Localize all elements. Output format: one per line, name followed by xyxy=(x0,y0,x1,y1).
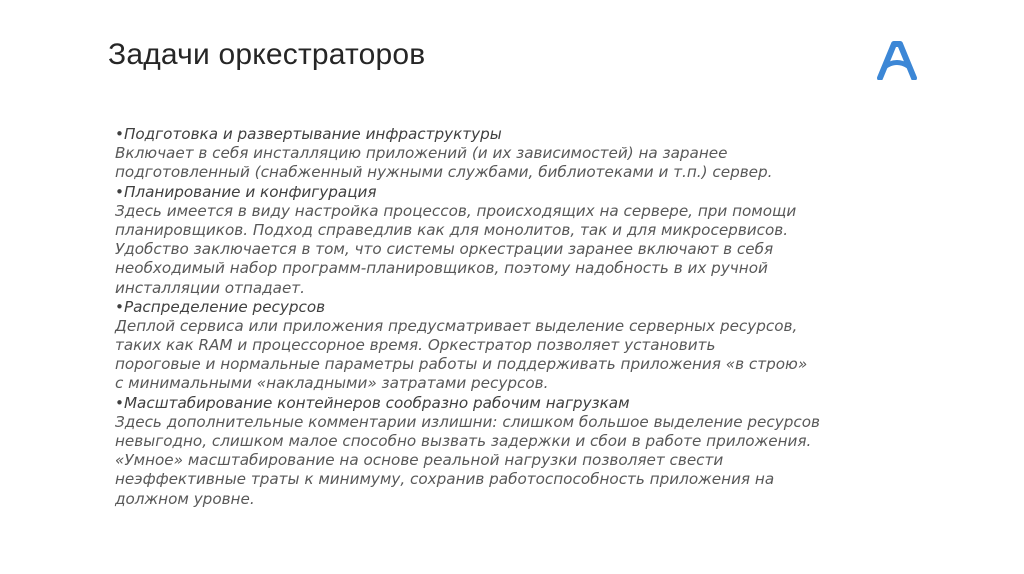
section-planning xyxy=(115,183,935,298)
section-scaling xyxy=(115,394,935,509)
body-line: Здесь дополнительные комментарии излишни: слишком большое выделение ресурсов xyxy=(115,412,820,431)
section-heading: •Масштабирование контейнеров сообразно рабочим нагрузкам xyxy=(115,393,630,412)
slide-body xyxy=(115,125,935,509)
body-line: инсталляции отпадает. xyxy=(115,278,305,297)
body-line: необходимый набор программ-планировщиков, поэтому надобность в их ручной xyxy=(115,259,768,278)
body-line: таких как RAM и процессорное время. Оркестратор позволяет установить xyxy=(115,336,716,355)
body-line: Здесь имеется в виду настройка процессов, происходящих на сервере, при помощи xyxy=(115,201,797,220)
body-line: Удобство заключается в том, что системы оркестрации заранее включают в себя xyxy=(115,240,774,259)
body-line: подготовленный (снабженный нужными службами, библиотеками и т.п.) сервер. xyxy=(115,163,773,182)
slide-title: Задачи оркестраторов xyxy=(108,38,426,71)
body-line: «Умное» масштабирование на основе реальной нагрузки позволяет свести xyxy=(115,451,724,470)
body-line: Включает в себя инсталляцию приложений (и их зависимостей) на заранее xyxy=(115,144,728,163)
stylized-a-logo-icon xyxy=(876,40,918,80)
body-line: невыгодно, слишком малое способно вызвать задержки и сбои в работе приложения. xyxy=(115,432,812,450)
section-resources xyxy=(115,298,935,394)
body-line: с минимальными «накладными» затратами ресурсов. xyxy=(115,374,549,393)
body-line: Деплой сервиса или приложения предусматривает выделение серверных ресурсов, xyxy=(115,316,798,335)
body-line: неэффективные траты к минимуму, сохранив работоспособность приложения на xyxy=(115,470,775,489)
section-infrastructure xyxy=(115,125,935,183)
body-line: планировщиков. Подход справедлив как для монолитов, так и для микросервисов. xyxy=(115,220,789,239)
section-heading: •Подготовка и развертывание инфраструктуры xyxy=(115,125,502,143)
section-heading: •Планирование и конфигурация xyxy=(115,182,377,201)
section-heading: •Распределение ресурсов xyxy=(115,297,326,316)
body-line: должном уровне. xyxy=(115,489,255,508)
body-line: пороговые и нормальные параметры работы и поддерживать приложения «в строю» xyxy=(115,355,808,374)
